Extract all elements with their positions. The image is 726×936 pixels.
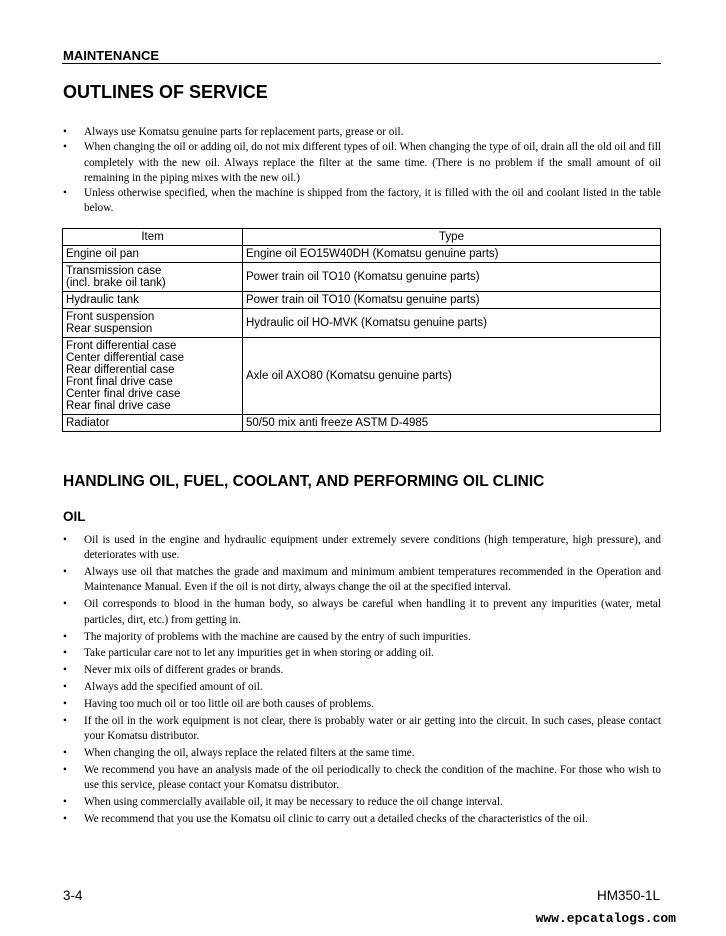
oil-bullet-list: [63, 533, 661, 829]
item-cell: Engine oil pan: [63, 246, 243, 263]
oil-bullet: • Oil corresponds to blood in the human body, so always be careful when handling it to prevent any impurities (water, metal particles, dirt, etc.) from getting in.: [63, 597, 661, 628]
oil-bullet: • If the oil in the work equipment is not clear, there is probably water or air getting into the circuit. In such cases, please contact your Komatsu distributor.: [63, 714, 661, 745]
section-header: MAINTENANCE: [63, 48, 160, 63]
table-row: [63, 309, 661, 338]
table-row: [63, 246, 661, 263]
oil-spec-table: [62, 228, 661, 432]
intro-bullet: • Always use Komatsu genuine parts for replacement parts, grease or oil.: [63, 125, 661, 140]
intro-bullet: • Unless otherwise specified, when the machine is shipped from the factory, it is filled with the oil and coolant listed in the table below.: [63, 186, 661, 217]
oil-bullet: • Never mix oils of different grades or brands.: [63, 663, 661, 678]
oil-bullet: • Having too much oil or too little oil are both causes of problems.: [63, 697, 661, 712]
oil-bullet: • When changing the oil, always replace the related filters at the same time.: [63, 746, 661, 761]
section-title: HANDLING OIL, FUEL, COOLANT, AND PERFORMING OIL CLINIC: [63, 473, 545, 490]
type-cell: Power train oil TO10 (Komatsu genuine parts): [243, 263, 661, 292]
item-cell: Front suspension Rear suspension: [63, 309, 243, 338]
item-cell: Front differential case Center differential case Rear differential case Front final drive case Center final drive case Rear final drive case: [63, 338, 243, 415]
item-cell: Radiator: [63, 415, 243, 432]
oil-bullet: • When using commercially available oil, it may be necessary to reduce the oil change interval.: [63, 795, 661, 810]
oil-bullet: • We recommend you have an analysis made of the oil periodically to check the condition of the machine. For those who wish to use this service, please contact your Komatsu distributor.: [63, 763, 661, 794]
model-code: HM350-1L: [596, 888, 660, 903]
header-divider: [62, 63, 661, 64]
watermark-url: www.epcatalogs.com: [535, 911, 676, 926]
intro-bullet-list: [63, 125, 661, 217]
table-row: [63, 263, 661, 292]
oil-bullet: • Oil is used in the engine and hydraulic equipment under extremely severe conditions (high temperature, high pressure), and deteriorates with use.: [63, 533, 661, 564]
item-cell: Hydraulic tank: [63, 292, 243, 309]
oil-bullet: • The majority of problems with the machine are caused by the entry of such impurities.: [63, 630, 661, 645]
oil-bullet: • Take particular care not to let any impurities get in when storing or adding oil.: [63, 646, 661, 661]
type-cell: Engine oil EO15W40DH (Komatsu genuine parts): [243, 246, 661, 263]
intro-bullet: • When changing the oil or adding oil, do not mix different types of oil. When changing the type of oil, drain all the old oil and fill completely with the new oil. Always replace the filter at the same time. (There is no problem if the small amount of oil remaining in the piping mixes with the new oil.): [63, 140, 661, 186]
item-cell: Transmission case (incl. brake oil tank): [63, 263, 243, 292]
table-row: [63, 338, 661, 415]
subsection-title: OIL: [63, 509, 86, 524]
column-header-type: Type: [243, 229, 661, 246]
type-cell: Power train oil TO10 (Komatsu genuine parts): [243, 292, 661, 309]
oil-bullet: • We recommend that you use the Komatsu oil clinic to carry out a detailed checks of the characteristics of the oil.: [63, 812, 661, 827]
oil-bullet: • Always use oil that matches the grade and maximum and minimum ambient temperatures recommended in the Operation and Maintenance Manual. Even if the oil is not dirty, always change the oil at the specified interval.: [63, 565, 661, 596]
type-cell: Axle oil AXO80 (Komatsu genuine parts): [243, 338, 661, 415]
table-header-row: [63, 229, 661, 246]
page-number: 3-4: [63, 888, 83, 903]
type-cell: Hydraulic oil HO-MVK (Komatsu genuine parts): [243, 309, 661, 338]
page-title: OUTLINES OF SERVICE: [63, 82, 268, 102]
table-row: [63, 292, 661, 309]
table-row: [63, 415, 661, 432]
oil-bullet: • Always add the specified amount of oil.: [63, 680, 661, 695]
column-header-item: Item: [63, 229, 243, 246]
type-cell: 50/50 mix anti freeze ASTM D-4985: [243, 415, 661, 432]
